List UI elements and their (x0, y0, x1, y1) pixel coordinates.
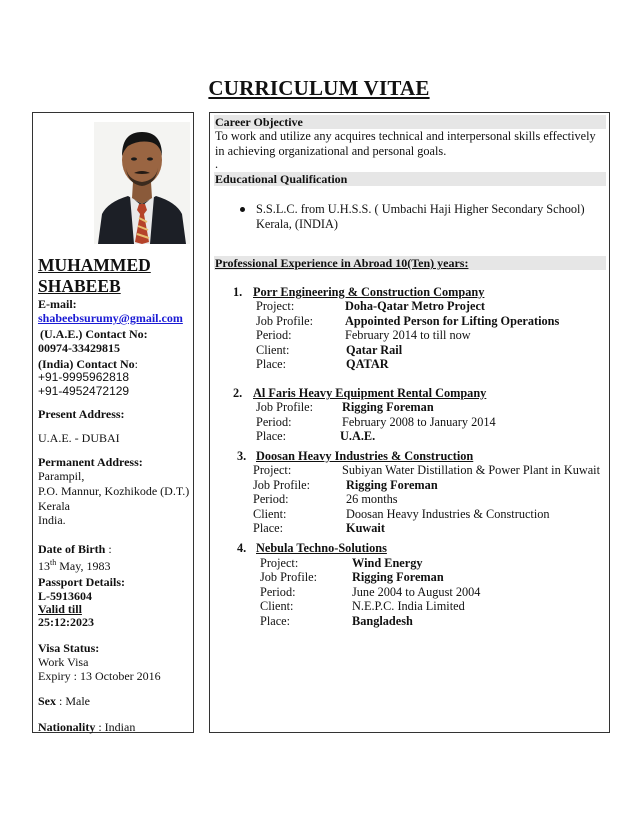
visa-label: Visa Status: (38, 641, 100, 655)
visa-type: Work Visa (38, 655, 89, 669)
experience-heading: Professional Experience in Abroad 10(Ten) years: (215, 256, 469, 270)
sex-row (38, 694, 90, 708)
dob-value (38, 556, 110, 573)
email-link[interactable]: shabeebsurumy@gmail.com (38, 311, 183, 325)
education-heading: Educational Qualification (215, 172, 348, 186)
job-field-label: Job Profile: (260, 570, 318, 584)
job-field-value: Doha-Qatar Metro Project (345, 299, 485, 313)
india-contact-row (38, 357, 138, 371)
career-objective-text: . (215, 157, 219, 171)
nationality-value: : Indian (95, 720, 136, 734)
job-field-label: Job Profile: (256, 400, 314, 414)
bullet-icon (240, 207, 245, 212)
job-field-value: Qatar Rail (346, 343, 403, 357)
valid-till-date: 25:12:2023 (38, 615, 94, 629)
job-field-label: Job Profile: (256, 314, 314, 328)
job-company: Doosan Heavy Industries & Construction (256, 449, 474, 463)
job-field-label: Client: (260, 599, 294, 613)
job-field-value: N.E.P.C. India Limited (352, 599, 465, 613)
job-number: 1. (233, 285, 243, 299)
education-item-line: S.S.L.C. from U.H.S.S. ( Umbachi Haji Higher Secondary School) (256, 202, 585, 216)
job-company: Nebula Techno-Solutions (256, 541, 387, 555)
career-objective-text: in achieving organizational and personal goals. (215, 144, 447, 158)
permanent-address-line: P.O. Mannur, Kozhikode (D.T.) (38, 484, 190, 498)
job-field-value: Doosan Heavy Industries & Construction (346, 507, 550, 521)
education-item-line: Kerala, (INDIA) (256, 217, 338, 231)
present-address-value: U.A.E. - DUBAI (38, 431, 120, 445)
nationality-row (38, 720, 135, 734)
job-company: Al Faris Heavy Equipment Rental Company (253, 386, 487, 400)
job-field-value: Rigging Foreman (346, 478, 438, 492)
sex-label: Sex (38, 694, 56, 708)
dob-label: Date of Birth (38, 542, 106, 556)
job-field-value: Bangladesh (352, 614, 413, 628)
job-field-label: Project: (256, 299, 295, 313)
dob-suffix: th (50, 558, 57, 567)
permanent-address-line: India. (38, 513, 66, 527)
permanent-address-line: Parampil, (38, 469, 85, 483)
job-field-label: Client: (256, 343, 290, 357)
india-contact-label: (India) Contact No (38, 357, 135, 371)
uae-contact-label: (U.A.E.) Contact No: (40, 327, 148, 341)
job-field-value: Wind Energy (352, 556, 423, 570)
document-title: CURRICULUM VITAE (208, 76, 430, 100)
permanent-address-label: Permanent Address: (38, 455, 143, 469)
job-field-label: Place: (260, 614, 291, 628)
job-field-value: Appointed Person for Lifting Operations (345, 314, 560, 328)
sex-value: : Male (56, 694, 90, 708)
present-address-label: Present Address: (38, 407, 125, 421)
nationality-label: Nationality (38, 720, 96, 734)
profile-photo-illustration (94, 122, 190, 244)
job-field-label: Job Profile: (253, 478, 311, 492)
job-field-value: June 2004 to August 2004 (352, 585, 481, 599)
job-field-value: Subiyan Water Distillation & Power Plant in Kuwait (342, 463, 601, 477)
candidate-first-name: MUHAMMED (38, 255, 151, 275)
job-field-label: Period: (260, 585, 296, 599)
india-contact-number-1: +91-9995962818 (38, 370, 130, 384)
visa-expiry: Expiry : 13 October 2016 (38, 669, 161, 683)
passport-label: Passport Details: (38, 575, 125, 589)
job-field-value: February 2008 to January 2014 (342, 415, 496, 429)
job-field-label: Place: (253, 521, 284, 535)
job-field-label: Period: (256, 415, 292, 429)
india-contact-number-2: +91-4952472129 (38, 384, 130, 398)
career-objective-text: To work and utilize any acquires technical and interpersonal skills effectively (215, 129, 596, 143)
job-field-value: U.A.E. (340, 429, 376, 443)
permanent-address-line: Kerala (38, 499, 70, 513)
job-field-label: Client: (253, 507, 287, 521)
job-field-value: Kuwait (346, 521, 385, 535)
india-contact-colon: : (134, 357, 139, 371)
job-field-label: Place: (256, 429, 287, 443)
profile-photo (94, 122, 190, 244)
job-field-value: 26 months (346, 492, 398, 506)
uae-contact-number: 00974-33429815 (38, 341, 120, 355)
job-field-label: Project: (260, 556, 299, 570)
job-field-label: Project: (253, 463, 292, 477)
candidate-last-name: SHABEEB (38, 276, 121, 296)
email-label: E-mail: (38, 297, 77, 311)
job-number: 2. (233, 386, 243, 400)
dob-row (38, 542, 112, 556)
job-number: 4. (237, 541, 247, 555)
job-number: 3. (237, 449, 247, 463)
dob-colon: : (105, 542, 112, 556)
job-field-value: February 2014 to till now (345, 328, 471, 342)
passport-number: L-5913604 (38, 589, 92, 603)
job-field-label: Period: (256, 328, 292, 342)
job-field-label: Period: (253, 492, 289, 506)
career-objective-heading: Career Objective (215, 115, 303, 129)
dob-day: 13 (38, 559, 50, 573)
job-field-value: Rigging Foreman (342, 400, 434, 414)
job-company: Porr Engineering & Construction Company (253, 285, 485, 299)
job-field-value: QATAR (346, 357, 389, 371)
dob-month-year: May, 1983 (56, 559, 111, 573)
job-field-label: Place: (256, 357, 287, 371)
valid-till-label: Valid till (38, 602, 82, 616)
job-field-value: Rigging Foreman (352, 570, 444, 584)
